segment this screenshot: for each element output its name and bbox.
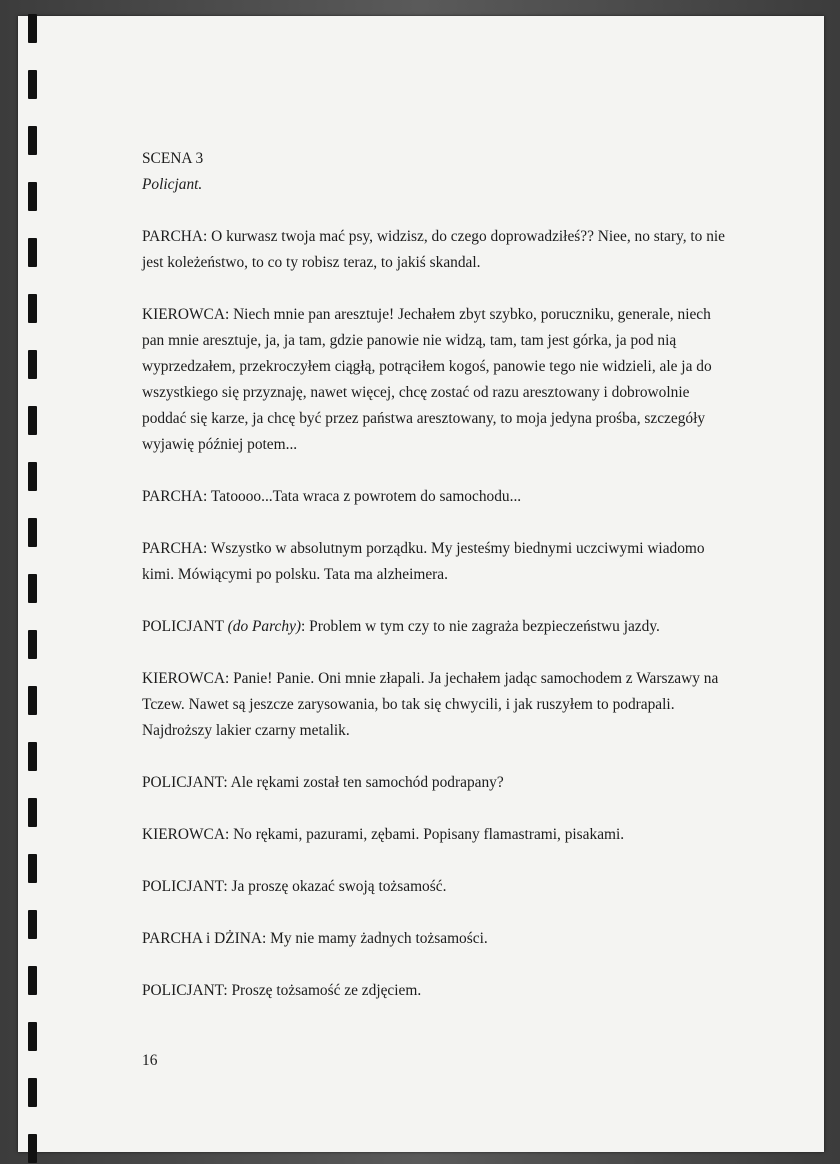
- scene-title: SCENA 3: [142, 150, 204, 167]
- speaker-name: POLICJANT: [142, 878, 224, 895]
- line-text: Problem w tym czy to nie zagraża bezpieczeństwu jazdy.: [309, 618, 660, 635]
- paper-page: [18, 16, 824, 1152]
- dialogue-line: KIEROWCA: Panie! Panie. Oni mnie złapali. Ja jechałem jadąc samochodem z Warszawy na Tczew. Nawet są jeszcze zarysowania, bo tak się chwycili, i jak ruszyłem to podrapali. Najdroższy lakier czarny metalik.: [142, 670, 719, 739]
- speaker-name: KIEROWCA: [142, 306, 225, 323]
- dialogue-line: PARCHA: Tatoooo...Tata wraca z powrotem do samochodu...: [142, 488, 522, 505]
- speaker-name: PARCHA: [142, 540, 204, 557]
- dialogue-line: POLICJANT: Ale rękami został ten samochód podrapany?: [142, 774, 504, 791]
- scene-subtitle: Policjant.: [142, 176, 203, 193]
- line-text: Ale rękami został ten samochód podrapany?: [230, 774, 504, 791]
- line-text: Wszystko w absolutnym porządku. My jesteśmy biednymi uczciwymi wiadomo kimi. Mówiącymi po polsku. Tata ma alzheimera.: [142, 540, 705, 583]
- line-text: No rękami, pazurami, zębami. Popisany flamastrami, pisakami.: [233, 826, 625, 843]
- dialogue-line: PARCHA: Wszystko w absolutnym porządku. My jesteśmy biednymi uczciwymi wiadomo kimi. Mówiącymi po polsku. Tata ma alzheimera.: [142, 540, 705, 583]
- speaker-name: PARCHA: [142, 228, 204, 245]
- dialogue-line: POLICJANT (do Parchy): Problem w tym czy to nie zagraża bezpieczeństwu jazdy.: [142, 618, 660, 635]
- dialogue-line: PARCHA: O kurwasz twoja mać psy, widzisz, do czego doprowadziłeś?? Niee, no stary, to nie jest koleżeństwo, to co ty robisz teraz, to jakiś skandal.: [142, 228, 726, 271]
- line-text: My nie mamy żadnych tożsamości.: [270, 930, 488, 947]
- speaker-name: POLICJANT: [142, 774, 224, 791]
- dialogue-line: PARCHA i DŻINA: My nie mamy żadnych tożsamości.: [142, 930, 488, 947]
- speaker-name: POLICJANT: [142, 982, 224, 999]
- line-text: Niech mnie pan aresztuje! Jechałem zbyt szybko, poruczniku, generale, niech pan mnie aresztuje, ja, ja tam, gdzie panowie nie widzą, tam, tam jest górka, ja pod nią wyprzedzałem, przekroczyłem ciągłą, potrąciłem kogoś, panowie tego nie widzieli, ale ja do wszystkiego się przyznaję, nawet więcej, chcę zostać od razu aresztowany i dobrowolnie poddać się karze, ja chcę być przez państwa aresztowany, to moja jedyna prośba, szczegóły wyjawię później potem...: [142, 306, 712, 453]
- dialogue-line: KIEROWCA: No rękami, pazurami, zębami. Popisany flamastrami, pisakami.: [142, 826, 625, 843]
- stage-direction: (do Parchy): [227, 618, 302, 635]
- line-text: Panie! Panie. Oni mnie złapali. Ja jechałem jadąc samochodem z Warszawy na Tczew. Nawet są jeszcze zarysowania, bo tak się chwycili, i jak ruszyłem to podrapali. Najdroższy lakier czarny metalik.: [142, 670, 719, 739]
- line-text: Tatoooo...Tata wraca z powrotem do samochodu...: [210, 488, 522, 505]
- script-text: [142, 146, 732, 1030]
- speaker-name: KIEROWCA: [142, 670, 225, 687]
- speaker-name: POLICJANT: [142, 618, 224, 635]
- speaker-name: PARCHA i DŻINA: [142, 930, 263, 947]
- line-text: Ja proszę okazać swoją tożsamość.: [231, 878, 447, 895]
- line-text: Proszę tożsamość ze zdjęciem.: [231, 982, 422, 999]
- page-number: 16: [142, 1052, 158, 1069]
- dialogue-list: [142, 224, 732, 1004]
- speaker-name: PARCHA: [142, 488, 204, 505]
- speaker-name: KIEROWCA: [142, 826, 225, 843]
- dialogue-line: KIEROWCA: Niech mnie pan aresztuje! Jechałem zbyt szybko, poruczniku, generale, niech pan mnie aresztuje, ja, ja tam, gdzie panowie nie widzą, tam, tam jest górka, ja pod nią wyprzedzałem, przekroczyłem ciągłą, potrąciłem kogoś, panowie tego nie widzieli, ale ja do wszystkiego się przyznaję, nawet więcej, chcę zostać od razu aresztowany i dobrowolnie poddać się karze, ja chcę być przez państwa aresztowany, to moja jedyna prośba, szczegóły wyjawię później potem...: [142, 306, 712, 453]
- line-text: O kurwasz twoja mać psy, widzisz, do czego doprowadziłeś?? Niee, no stary, to nie jest koleżeństwo, to co ty robisz teraz, to jakiś skandal.: [142, 228, 726, 271]
- dialogue-line: POLICJANT: Proszę tożsamość ze zdjęciem.: [142, 982, 422, 999]
- dialogue-line: POLICJANT: Ja proszę okazać swoją tożsamość.: [142, 878, 447, 895]
